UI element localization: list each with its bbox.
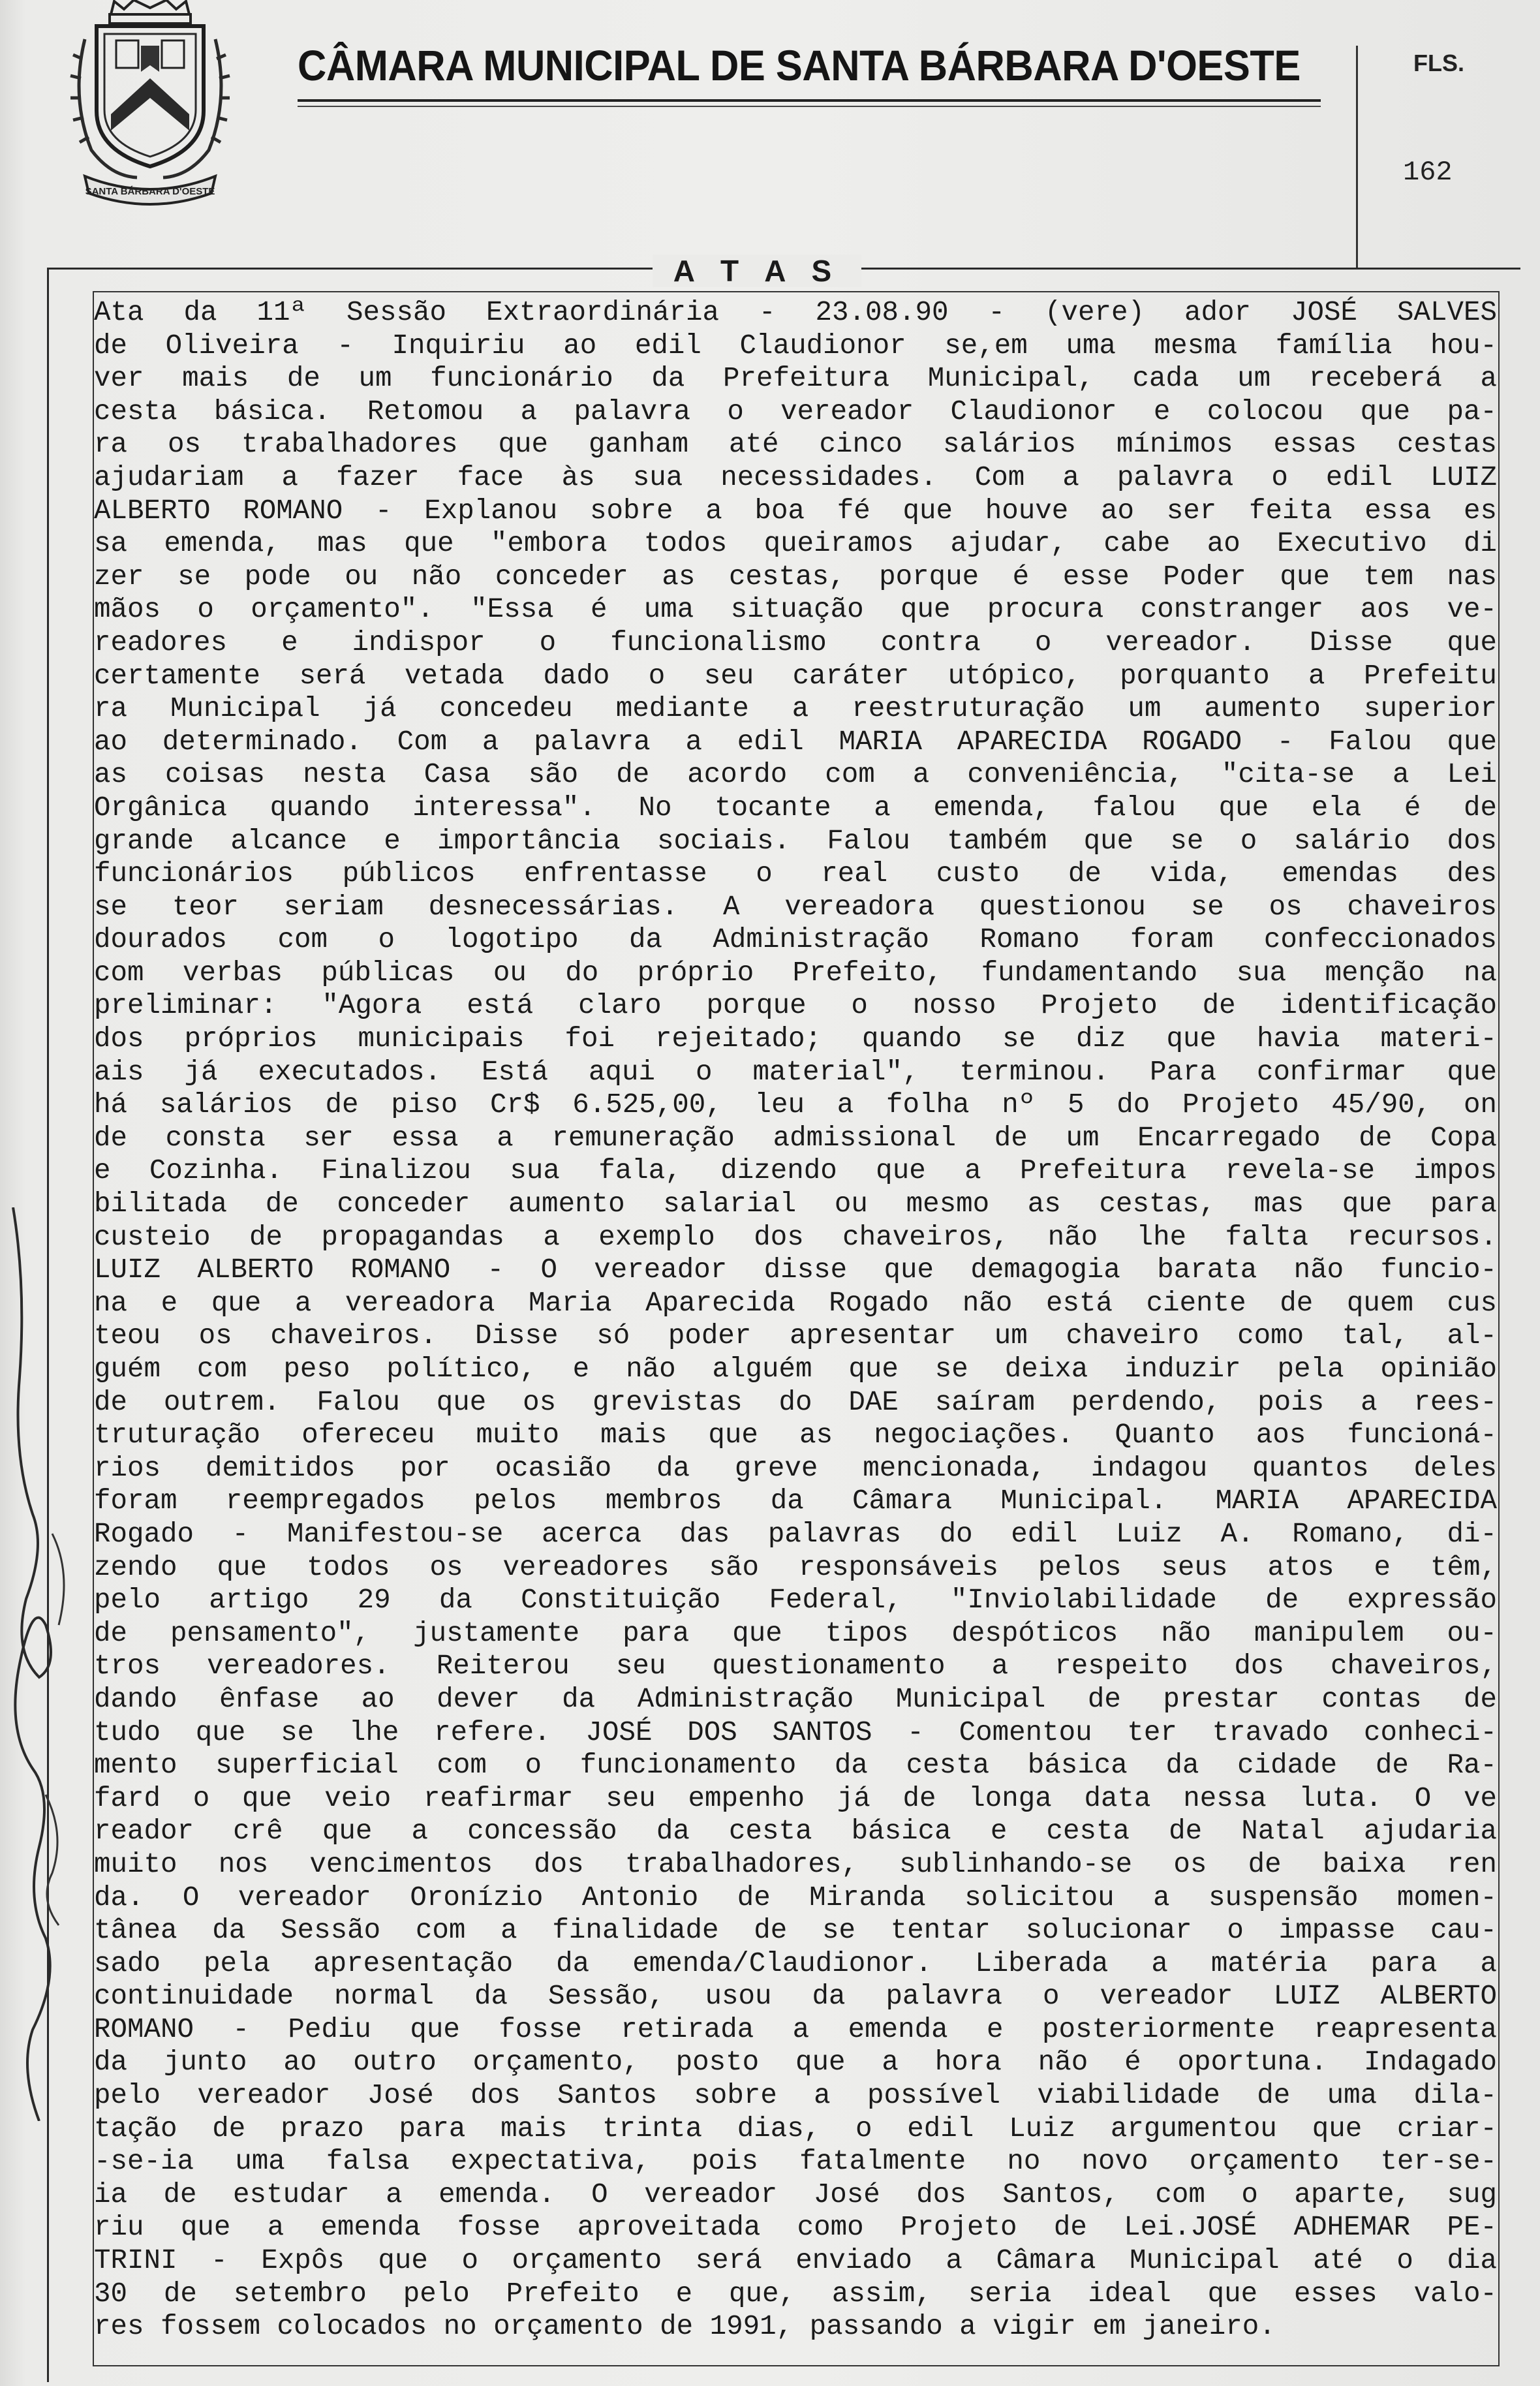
- minutes-line: riu que a emenda fosse aproveitada como Projeto de Lei.JOSÉ ADHEMAR PE-: [94, 2212, 1497, 2244]
- minutes-line: bilitada de conceder aumento salarial ou mesmo as cestas, mas que para: [94, 1188, 1497, 1220]
- minutes-line: de pensamento", justamente para que tipos despóticos não manipulem ou-: [94, 1617, 1497, 1649]
- municipal-crest-icon: [65, 0, 235, 209]
- section-title: A T A S: [673, 254, 841, 288]
- minutes-line: ia de estudar a emenda. O vereador José dos Santos, com o aparte, sug: [94, 2178, 1497, 2210]
- minutes-line: zendo que todos os vereadores são responsáveis pelos seus atos e têm,: [94, 1551, 1497, 1583]
- minutes-line: ROMANO - Pediu que fosse retirada a emenda e posteriormente reapresenta: [94, 2013, 1497, 2045]
- header-rule: [298, 99, 1321, 102]
- margin-signature-icon: [0, 1207, 91, 2121]
- minutes-line: preliminar: "Agora está claro porque o nosso Projeto de identificação: [94, 990, 1497, 1022]
- minutes-line: da junto ao outro orçamento, posto que a hora não é oportuna. Indagado: [94, 2047, 1497, 2079]
- minutes-line: Ata da 11ª Sessão Extraordinária - 23.08.90 - (vere) ador JOSÉ SALVES: [94, 297, 1497, 328]
- minutes-line: zer se pode ou não conceder as cestas, porque é esse Poder que tem nas: [94, 561, 1497, 593]
- institution-title: CÂMARA MUNICIPAL DE SANTA BÁRBARA D'OESTE: [298, 41, 1301, 89]
- section-title-wrap: [653, 255, 861, 287]
- fls-label: FLS.: [1413, 50, 1464, 76]
- minutes-line: ALBERTO ROMANO - Explanou sobre a boa fé que houve ao ser feita essa es: [94, 495, 1497, 527]
- minutes-line: de outrem. Falou que os grevistas do DAE saíram perdendo, pois a rees-: [94, 1386, 1497, 1418]
- minutes-line: truturação ofereceu muito mais que as negociações. Quanto aos funcioná-: [94, 1419, 1497, 1451]
- minutes-line: da. O vereador Oronízio Antonio de Miranda solicitou a suspensão momen-: [94, 1882, 1497, 1913]
- minutes-line: com verbas públicas ou do próprio Prefeito, fundamentando sua menção na: [94, 957, 1497, 989]
- minutes-line: guém com peso político, e não alguém que se deixa induzir pela opinião: [94, 1354, 1497, 1385]
- folio-number: 162: [1403, 157, 1453, 188]
- minutes-line: funcionários públicos enfrentasse o real custo de vida, emendas des: [94, 858, 1497, 890]
- minutes-line: rios demitidos por ocasião da greve mencionada, indagou quantos deles: [94, 1452, 1497, 1484]
- minutes-line: pelo artigo 29 da Constituição Federal, "Inviolabilidade de expressão: [94, 1585, 1497, 1617]
- minutes-line: ra Municipal já concedeu mediante a reestruturação um aumento superior: [94, 693, 1497, 725]
- minutes-line: e Cozinha. Finalizou sua fala, dizendo que a Prefeitura revela-se impos: [94, 1155, 1497, 1187]
- minutes-line: dourados com o logotipo da Administração Romano foram confeccionados: [94, 924, 1497, 956]
- minutes-line: ra os trabalhadores que ganham até cinco salários mínimos essas cestas: [94, 429, 1497, 461]
- minutes-line: na e que a vereadora Maria Aparecida Rogado não está ciente de quem cus: [94, 1287, 1497, 1319]
- minutes-line: -se-ia uma falsa expectativa, pois fatalmente no novo orçamento ter-se-: [94, 2146, 1497, 2178]
- minutes-line: reador crê que a concessão da cesta básica e cesta de Natal ajudaria: [94, 1816, 1497, 1848]
- minutes-line: LUIZ ALBERTO ROMANO - O vereador disse que demagogia barata não funcio-: [94, 1254, 1497, 1286]
- minutes-line: sa emenda, mas que "embora todos queiramos ajudar, cabe ao Executivo di: [94, 528, 1497, 560]
- minutes-line: Rogado - Manifestou-se acerca das palavras do edil Luiz A. Romano, di-: [94, 1518, 1497, 1550]
- minutes-line: ais já executados. Está aqui o material", terminou. Para confirmar que: [94, 1056, 1497, 1088]
- minutes-line: ver mais de um funcionário da Prefeitura Municipal, cada um receberá a: [94, 363, 1497, 395]
- minutes-line: teou os chaveiros. Disse só poder apresentar um chaveiro como tal, al-: [94, 1320, 1497, 1352]
- minutes-line: mãos o orçamento". "Essa é uma situação que procura constranger aos ve-: [94, 594, 1497, 626]
- minutes-line: res fossem colocados no orçamento de 1991, passando a vigir em janeiro.: [94, 2311, 1276, 2343]
- minutes-text: [94, 296, 1497, 2344]
- minutes-line: cesta básica. Retomou a palavra o vereador Claudionor e colocou que pa-: [94, 395, 1497, 427]
- minutes-line: há salários de piso Cr$ 6.525,00, leu a folha nº 5 do Projeto 45/90, on: [94, 1089, 1497, 1121]
- minutes-line: se teor seriam desnecessárias. A vereadora questionou se os chaveiros: [94, 891, 1497, 923]
- minutes-line: de Oliveira - Inquiriu ao edil Claudionor se,em uma mesma família hou-: [94, 330, 1497, 362]
- minutes-line: ao determinado. Com a palavra a edil MARIA APARECIDA ROGADO - Falou que: [94, 726, 1497, 758]
- minutes-line: custeio de propagandas a exemplo dos chaveiros, não lhe falta recursos.: [94, 1221, 1497, 1253]
- minutes-line: certamente será vetada dado o seu caráter utópico, porquanto a Prefeitu: [94, 660, 1497, 692]
- minutes-line: ajudariam a fazer face às sua necessidades. Com a palavra o edil LUIZ: [94, 461, 1497, 493]
- minutes-line: de consta ser essa a remuneração admissional de um Encarregado de Copa: [94, 1122, 1497, 1154]
- minutes-line: tânea da Sessão com a finalidade de se tentar solucionar o impasse cau-: [94, 1915, 1497, 1947]
- minutes-line: tudo que se lhe refere. JOSÉ DOS SANTOS - Comentou ter travado conheci-: [94, 1716, 1497, 1748]
- minutes-line: foram reempregados pelos membros da Câmara Municipal. MARIA APARECIDA: [94, 1485, 1497, 1517]
- minutes-line: 30 de setembro pelo Prefeito e que, assim, seria ideal que esses valo-: [94, 2278, 1497, 2310]
- minutes-line: readores e indispor o funcionalismo contra o vereador. Disse que: [94, 627, 1497, 658]
- minutes-line: muito nos vencimentos dos trabalhadores, sublinhando-se os de baixa ren: [94, 1848, 1497, 1880]
- minutes-line: TRINI - Expôs que o orçamento será enviado a Câmara Municipal até o dia: [94, 2245, 1497, 2277]
- header-divider: [1356, 46, 1358, 268]
- minutes-line: tação de prazo para mais trinta dias, o edil Luiz argumentou que criar-: [94, 2113, 1497, 2145]
- crest-motto: SANTA BÁRBARA D'OESTE: [85, 186, 215, 197]
- minutes-line: dando ênfase ao dever da Administração Municipal de prestar contas de: [94, 1683, 1497, 1715]
- minutes-line: grande alcance e importância sociais. Falou também que se o salário dos: [94, 825, 1497, 857]
- minutes-line: pelo vereador José dos Santos sobre a possível viabilidade de uma dila-: [94, 2080, 1497, 2112]
- minutes-line: as coisas nesta Casa são de acordo com a conveniência, "cita-se a Lei: [94, 759, 1497, 791]
- minutes-line: Orgânica quando interessa". No tocante a emenda, falou que ela é de: [94, 792, 1497, 824]
- minutes-line: mento superficial com o funcionamento da cesta básica da cidade de Ra-: [94, 1750, 1497, 1782]
- minutes-line: fard o que veio reafirmar seu empenho já de longa data nessa luta. O ve: [94, 1782, 1497, 1814]
- minutes-line: tros vereadores. Reiterou seu questionamento a respeito dos chaveiros,: [94, 1650, 1497, 1682]
- minutes-line: dos próprios municipais foi rejeitado; quando se diz que havia materi-: [94, 1023, 1497, 1055]
- minutes-line: sado pela apresentação da emenda/Claudionor. Liberada a matéria para a: [94, 1947, 1497, 1979]
- minutes-line: continuidade normal da Sessão, usou da palavra o vereador LUIZ ALBERTO: [94, 1981, 1497, 2013]
- header-rule-thin: [298, 106, 1321, 107]
